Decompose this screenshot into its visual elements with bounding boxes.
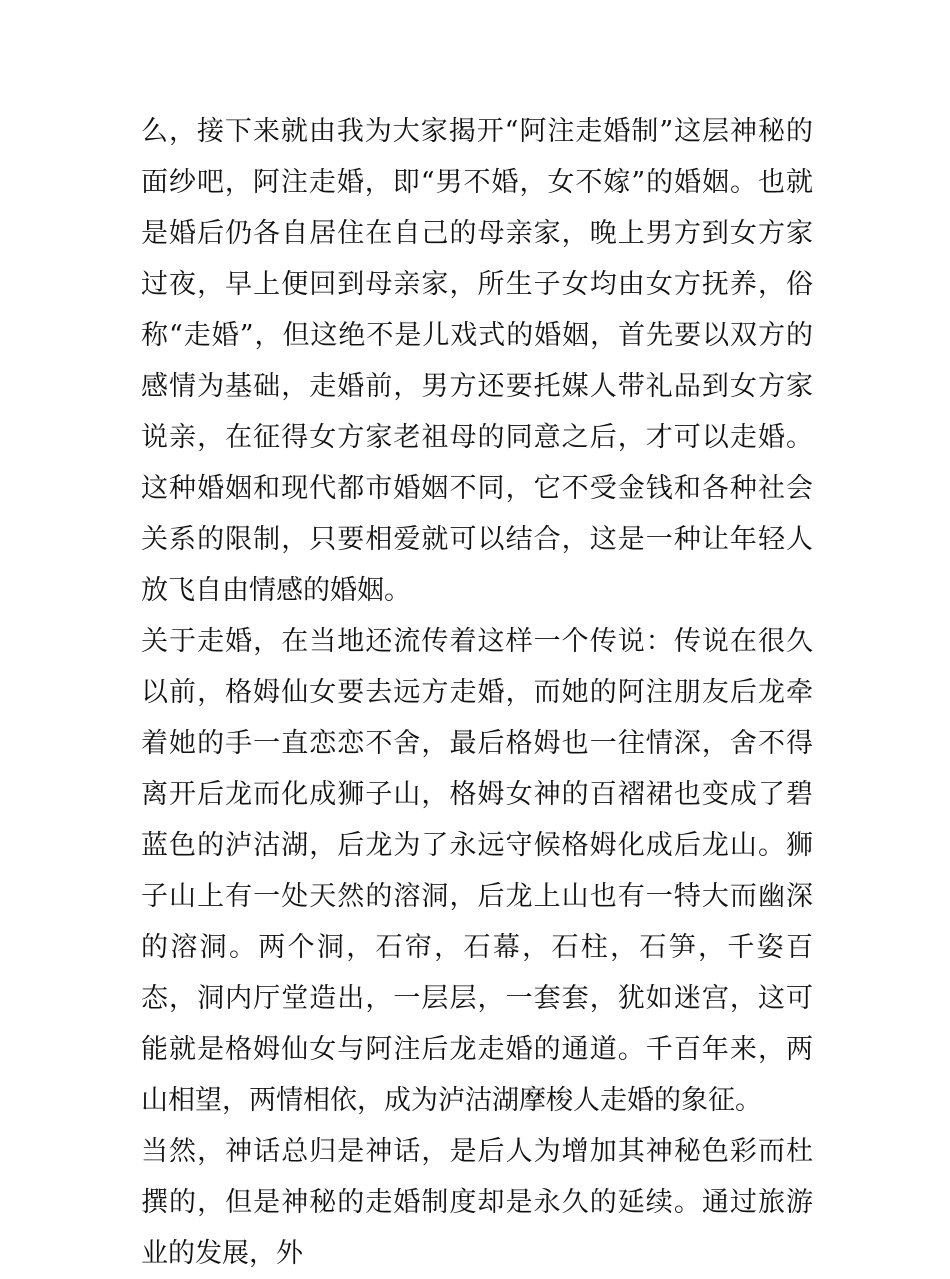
paragraph-3: 当然，神话总归是神话，是后人为增加其神秘色彩而杜撰的，但是神秘的走婚制度却是永久的延续。通过旅游业的发展，外 (141, 1136, 813, 1269)
paragraph-2: 关于走婚，在当地还流传着这样一个传说：传说在很久以前，格姆仙女要去远方走婚，而她的阿注朋友后龙牵着她的手一直恋恋不舍，最后格姆也一往情深，舍不得离开后龙而化成狮子山，格姆女神的百褶裙也变成了碧蓝色的泸沽湖，后龙为了永远守候格姆化成后龙山。狮子山上有一处天然的溶洞，后龙上山也有一特大而幽深的溶洞。两个洞，石帘，石幕，石柱，石笋，千姿百态，洞内厅堂造出，一层层，一套套，犹如迷宫，这可能就是格姆仙女与阿注后龙走婚的通道。千百年来，两山相望，两情相依，成为泸沽湖摩梭人走婚的象征。 (141, 626, 813, 1116)
body-text (141, 106, 813, 1279)
paragraph-1: 么，接下来就由我为大家揭开“阿注走婚制”这层神秘的面纱吧，阿注走婚，即“男不婚，女不嫁”的婚姻。也就是婚后仍各自居住在自己的母亲家，晚上男方到女方家过夜，早上便回到母亲家，所生子女均由女方抚养，俗称“走婚”，但这绝不是儿戏式的婚姻，首先要以双方的感情为基础，走婚前，男方还要托媒人带礼品到女方家说亲，在征得女方家老祖母的同意之后，才可以走婚。这种婚姻和现代都市婚姻不同，它不受金钱和各种社会关系的限制，只要相爱就可以结合，这是一种让年轻人放飞自由情感的婚姻。 (141, 116, 813, 606)
